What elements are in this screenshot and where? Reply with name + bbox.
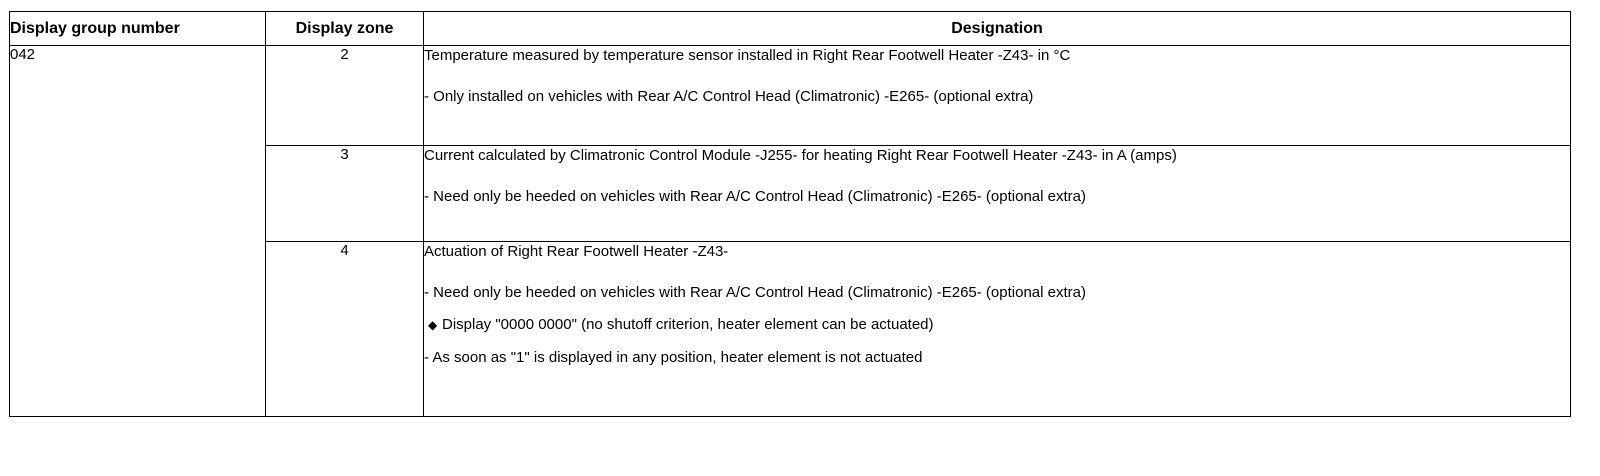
designation-cell: [424, 242, 1571, 417]
display-zone-cell: 3: [266, 146, 424, 242]
header-display-group-number: Display group number: [10, 12, 266, 46]
diamond-bullet-icon: ◆: [428, 318, 438, 332]
table-header-row: [10, 12, 1571, 46]
display-zone-cell: 2: [266, 46, 424, 146]
designation-text: Actuation of Right Rear Footwell Heater -Z43-: [424, 243, 729, 260]
display-group-table: [9, 11, 1571, 417]
table-row: [10, 46, 1571, 146]
designation-note: - As soon as "1" is displayed in any position, heater element is not actuated: [424, 349, 923, 366]
designation-bullet-item: [424, 315, 1570, 335]
designation-cell: [424, 146, 1571, 242]
designation-note: - Only installed on vehicles with Rear A/C Control Head (Climatronic) -E265- (optional extra): [424, 88, 1034, 105]
bullet-text: Display "0000 0000" (no shutoff criterion, heater element can be actuated): [442, 316, 934, 333]
designation-note: - Need only be heeded on vehicles with Rear A/C Control Head (Climatronic) -E265- (optional extra): [424, 284, 1086, 301]
designation-text: Temperature measured by temperature sensor installed in Right Rear Footwell Heater -Z43- in °C: [424, 47, 1071, 64]
display-group-number-cell: 042: [10, 46, 266, 417]
display-zone-cell: 4: [266, 242, 424, 417]
designation-text: Current calculated by Climatronic Control Module -J255- for heating Right Rear Footwell Heater -Z43- in A (amps): [424, 147, 1177, 164]
designation-note: - Need only be heeded on vehicles with Rear A/C Control Head (Climatronic) -E265- (optional extra): [424, 188, 1086, 205]
header-display-zone: Display zone: [266, 12, 424, 46]
designation-cell: [424, 46, 1571, 146]
header-designation: Designation: [424, 12, 1571, 46]
